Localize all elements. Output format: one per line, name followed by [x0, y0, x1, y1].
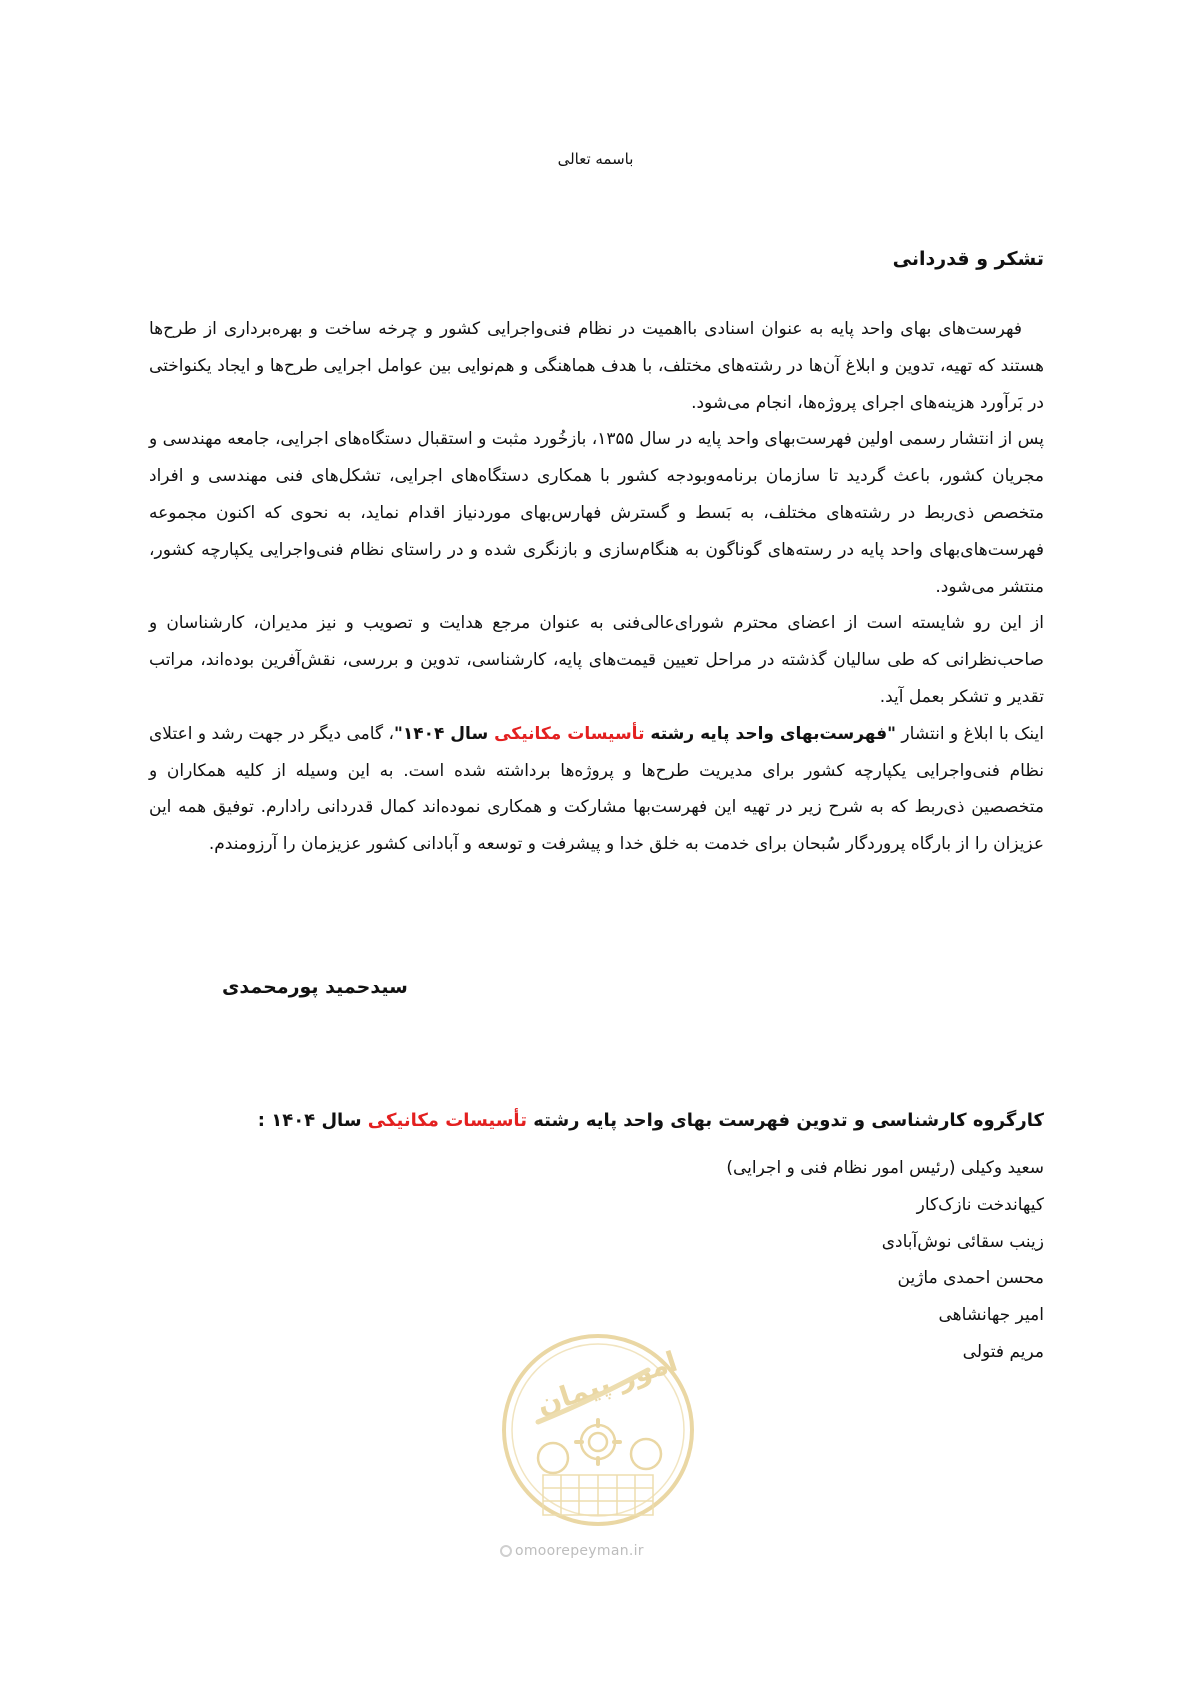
- paragraph-4-quote-open: ": [887, 723, 896, 744]
- team-member: محسن احمدی ماژین: [897, 1268, 1044, 1289]
- watermark-seal-logo: [498, 1330, 698, 1530]
- paragraph-2: پس از انتشار رسمی اولین فهرست‌بهای واحد پایه در سال ۱۳۵۵، بازخُورد مثبت و استقبال دستگاه‌های اجرایی، جامعه مهندسی و مجریان کشور، باعث گردید تا سازمان برنامه‌وبودجه کشور با همکاری دستگاه‌های اجرایی، تشکل‌های فنی مهندسی و افراد متخصص ذی‌ربط در رشته‌های مختلف، به بَسط و گسترش فهارس‌بهای موردنیاز اقدام نماید، به نحوی که اکنون مجموعه فهرست‌های‌بهای واحد پایه در رسته‌های گوناگون به هنگام‌سازی و بازنگری شده و در راستای نظام فنی‌واجرایی یکپارچه کشور، منتشر می‌شود.: [149, 429, 1044, 597]
- paragraph-4: [149, 716, 1044, 863]
- paragraph-4-rest: ، گامی دیگر در جهت رشد و اعتلای نظام فنی‌واجرایی یکپارچه کشور برای مدیریت طرح‌ها و پروژه‌ها برداشته شده است. به این وسیله از کلیه همکاران و متخصصین ذی‌ربط که به شرح زیر در تهیه این فهرست‌بها مشارکت و همکاری نموده‌اند کمال قدردانی رادارم. توفیق همه این عزیزان را از بارگاه پروردگار سُبحان برای خدمت به خلق خدا و پیشرفت و توسعه و آبادانی کشور عزیزمان را آرزومندم.: [149, 723, 1044, 855]
- body-text: [149, 311, 1044, 863]
- team-member: زینب سقائی نوش‌آبادی: [881, 1231, 1044, 1252]
- paragraph-4-price-list-title: فهرست‌بهای واحد پایه رشته: [644, 723, 888, 744]
- team-member: کیهاندخت نازک‌کار: [916, 1194, 1044, 1215]
- team-member: مریم فتولی: [962, 1341, 1044, 1362]
- paragraph-4-quote-close: ": [393, 723, 403, 744]
- watermark-url: [500, 1543, 644, 1559]
- team-heading-year: سال ۱۴۰۴ :: [257, 1110, 368, 1131]
- signature-name: سیدحمید پورمحمدی: [222, 976, 408, 998]
- paragraph-4-year: سال ۱۴۰۴: [402, 723, 495, 744]
- team-heading-field-name: تأسیسات مکانیکی: [367, 1110, 527, 1131]
- team-heading-intro: کارگروه کارشناسی و تدوین فهرست بهای واحد پایه رشته: [526, 1110, 1044, 1131]
- seal-lettering: امور پیمان: [532, 1344, 682, 1422]
- paragraph-1: فهرست‌های بهای واحد پایه به عنوان اسنادی بااهمیت در نظام فنی‌واجرایی کشور و چرخه ساخت و بهره‌برداری از طرح‌ها هستند که تهیه، تدوین و ابلاغ آن‌ها در رشته‌های مختلف، با هدف هماهنگی و هم‌نوایی بین عوامل اجرایی طرح‌ها و ایجاد یکنواختی در بَرآورد هزینه‌های اجرای پروژه‌ها، انجام می‌شود.: [149, 319, 1044, 413]
- at-sign-icon: [500, 1545, 512, 1557]
- team-heading: [258, 1110, 1044, 1131]
- paragraph-4-field-name: تأسیسات مکانیکی: [494, 723, 645, 744]
- paragraph-4-intro: اینک با ابلاغ و انتشار: [896, 723, 1044, 744]
- watermark-url-text: omoorepeyman.ir: [515, 1543, 644, 1559]
- team-member-list: [726, 1150, 1044, 1371]
- paragraph-3: از این رو شایسته است از اعضای محترم شورای‌عالی‌فنی به عنوان مرجع هدایت و تصویب و نیز مدیران، کارشناسان و صاحب‌نظرانی که طی سالیان گذشته در مراحل تعیین قیمت‌های پایه، کارشناسی، تدوین و بررسی، نقش‌آفرین بوده‌اند، مراتب تقدیر و تشکر بعمل آید.: [149, 613, 1044, 707]
- team-member: امیر جهانشاهی: [938, 1305, 1044, 1326]
- page-title: تشکر و قدردانی: [892, 248, 1044, 270]
- team-member: سعید وکیلی (رئیس امور نظام فنی و اجرایی): [726, 1158, 1044, 1178]
- basmala-heading: باسمه تعالی: [557, 150, 634, 168]
